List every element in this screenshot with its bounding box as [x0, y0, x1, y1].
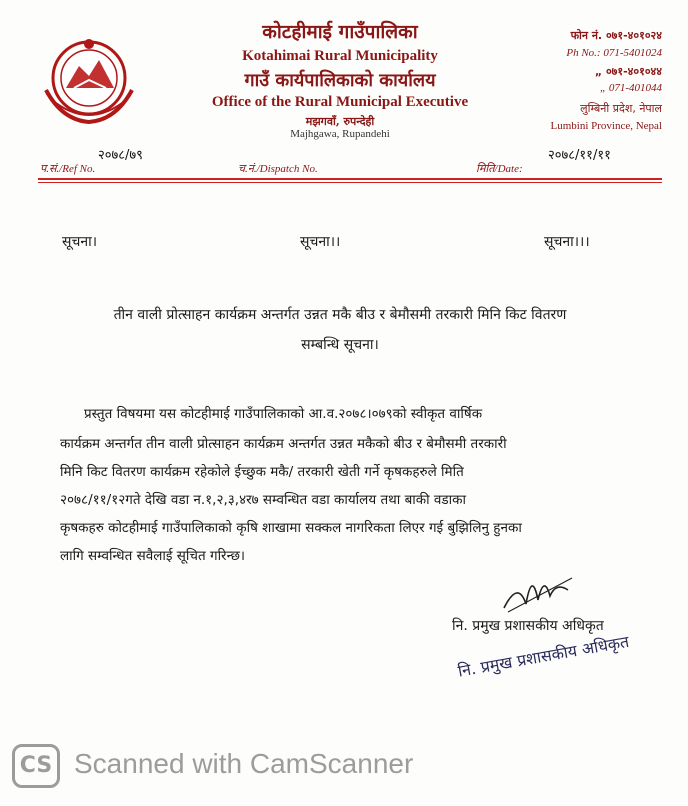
date-value: २०७८/११/११ [548, 148, 611, 163]
body-line-2: कार्यक्रम अन्तर्गत तीन वाली प्रोत्साहन कार्यक्रम अन्तर्गत उन्नत मकैको बीउ र बेमौसमी तरकारी [60, 436, 507, 452]
header-rule [38, 178, 662, 180]
dispatch-number-label: च.नं./Dispatch No. [238, 163, 318, 175]
phone-en-2: „ 071-401044 [599, 82, 662, 94]
ref-number-label: प.सं./Ref No. [40, 163, 96, 175]
camscanner-watermark [12, 744, 452, 788]
province-np: लुम्बिनी प्रदेश, नेपाल [580, 102, 662, 115]
phone-np-2: „ ०७१-४०१०४४ [594, 65, 662, 78]
notice-heading-3: सूचना।।। [544, 234, 590, 250]
subject-line-1: तीन वाली प्रोत्साहन कार्यक्रम अन्तर्गत उन्नत मकै बीउ र बेमौसमी तरकारी मिनि किट वितरण [113, 307, 567, 323]
address-en: Majhgawa, Rupandehi [290, 128, 390, 140]
body-line-5: कृषकहरु कोटहीमाई गाउँपालिकाको कृषि शाखामा सक्कल नागरिकता लिएर गई बुझिलिनु हुनका [60, 520, 522, 536]
body-line-6: लागि सम्वन्धित सवैलाई सूचित गरिन्छ। [60, 548, 246, 564]
phone-en: Ph No.: 071-5401024 [566, 47, 662, 59]
office-name-np: गाउँ कार्यपालिकाको कार्यालय [244, 70, 436, 91]
municipality-emblem-icon [34, 30, 144, 128]
camscanner-logo-icon: CS [12, 744, 60, 788]
province-en: Lumbini Province, Nepal [550, 120, 662, 132]
date-label: मिति/Date: [476, 163, 523, 175]
signatory-title: नि. प्रमुख प्रशासकीय अधिकृत [452, 618, 604, 634]
address-np: मझगवाँ, रुपन्देही [305, 115, 375, 128]
body-line-1: प्रस्तुत विषयमा यस कोटहीमाई गाउँपालिकाको आ.व.२०७८।०७९को स्वीकृत वार्षिक [84, 406, 483, 422]
signatory-stamp: नि. प्रमुख प्रशासकीय अधिकृत [456, 631, 631, 681]
handwritten-signature [498, 560, 578, 616]
camscanner-text: Scanned with CamScanner [74, 748, 414, 779]
subject-line-2: सम्बन्धि सूचना। [301, 337, 379, 353]
notice-heading-1: सूचना। [62, 234, 98, 250]
ref-number-value: २०७८/७९ [98, 148, 143, 163]
phone-np: फोन नं. ०७१-४०१०२४ [570, 29, 662, 42]
body-line-3: मिनि किट वितरण कार्यक्रम रहेकोले ईच्छुक मकै/ तरकारी खेती गर्ने कृषकहरुले मिति [60, 464, 464, 480]
municipality-name-en: Kotahimai Rural Municipality [242, 48, 438, 64]
body-line-4: २०७८/११/१२गते देखि वडा न.१,२,३,४र७ सम्वन्धित वडा कार्यालय तथा बाकी वडाका [60, 492, 467, 508]
municipality-name-np: कोटहीमाई गाउँपालिका [262, 21, 418, 43]
office-name-en: Office of the Rural Municipal Executive [211, 94, 469, 110]
header-rule-thin [38, 182, 662, 183]
notice-heading-2: सूचना।। [300, 234, 341, 250]
